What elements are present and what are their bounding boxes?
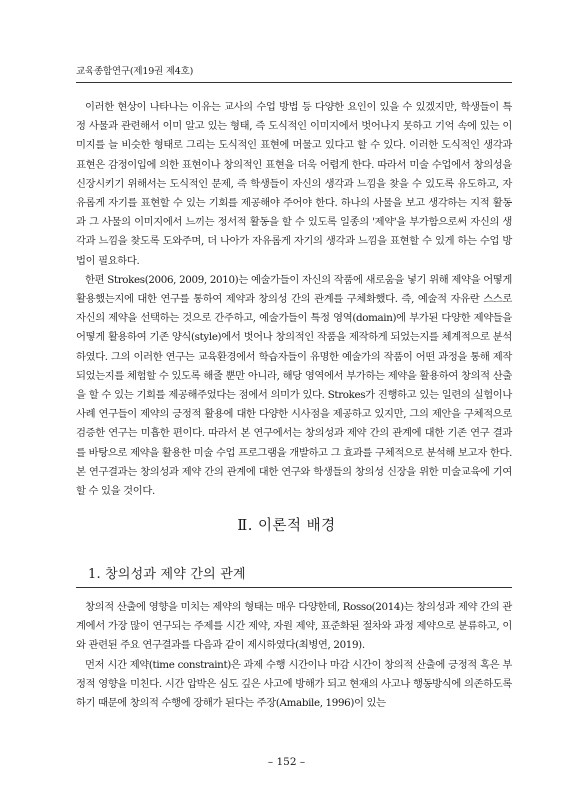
body-text-upper — [76, 98, 512, 501]
running-header: 교육종합연구(제19권 제4호) — [76, 66, 194, 77]
subsection-divider — [76, 587, 512, 588]
header-divider — [76, 82, 512, 83]
page-number: – 152 – — [267, 756, 306, 768]
body-text-lower — [76, 598, 512, 713]
subsection-heading: 1. 창의성과 제약 간의 관계 — [88, 567, 246, 582]
paragraph: 한편 Strokes(2006, 2009, 2010)는 예술가들이 자신의 작품에 새로움을 넣기 위해 제약을 어떻게 활용했는지에 대한 연구를 통하여 제약과 창의성 간의 관계를 구체화했다. 즉, 예술적 자유란 스스로 자신의 제약을 선택하는 것으로 간주하고, 예술가들이 특정 영역(domain)에 부가된 다양한 제약들을 어떻게 활용하여 기존 양식(style)에서 벗어나 창의적인 작품을 제작하게 되었는지를 체계적으로 분석하였다. 그의 이러한 연구는 교육환경에서 학습자들이 유명한 예술가의 작품이 어떤 과정을 통해 제작되었는지를 체험할 수 있도록 해줄 뿐만 아니라, 해당 영역에서 부가하는 제약을 활용하여 창의적 산출을 할 수 있는 기회를 제공해주었다는 점에서 의미가 있다. Strokes가 진행하고 있는 일련의 실험이나 사례 연구들이 제약의 긍정적 활용에 대한 다양한 시사점을 제공하고 있지만, 그의 제안을 구체적으로 검증한 연구는 미흡한 편이다. 따라서 본 연구에서는 창의성과 제약 간의 관계에 대한 기존 연구 결과를 바탕으로 제약을 활용한 미술 수업 프로그램을 개발하고 그 효과를 구체적으로 분석해 보고자 한다. 본 연구결과는 창의성과 제약 간의 관계에 대한 연구와 학생들의 창의성 신장을 위한 미술교육에 기여할 수 있을 것이다. — [76, 273, 512, 498]
paragraph: 이러한 현상이 나타나는 이유는 교사의 수업 방법 등 다양한 요인이 있을 수 있겠지만, 학생들이 특정 사물과 관련해서 이미 알고 있는 형태, 즉 도식적인 이미지에서 벗어나지 못하고 기억 속에 있는 이미지를 늘 비슷한 형태로 그리는 도식적인 표현에 머물고 있다고 할 수 있다. 이러한 도식적인 생각과 표현은 감정이입에 의한 표현이나 창의적인 표현을 더욱 어렵게 한다. 따라서 미술 수업에서 창의성을 신장시키기 위해서는 도식적인 문제, 즉 학생들이 자신의 생각과 느낌을 찾을 수 있도록 유도하고, 자유롭게 자기를 표현할 수 있는 기회를 제공해야 주어야 한다. 하나의 사물을 보고 생각하는 지적 활동과 그 사물의 이미지에서 느끼는 정서적 활동을 할 수 있도록 일종의 '제약'을 부가함으로써 자신의 생각과 느낌을 찾도록 도와주며, 더 나아가 자유롭게 자기의 생각과 느낌을 표현할 수 있게 하는 수업 방법이 필요하다. — [76, 101, 512, 267]
paragraph: 창의적 산출에 영향을 미치는 제약의 형태는 매우 다양한데, Rosso(2014)는 창의성과 제약 간의 관계에서 가장 많이 연구되는 주제를 시간 제약, 자원 제약, 표준화된 절차와 과정 제약으로 분류하고, 이와 관련된 주요 연구결과를 다음과 같이 제시하였다(최병연, 2019). — [76, 601, 512, 652]
paragraph: 먼저 시간 제약(time constraint)은 과제 수행 시간이나 마감 시간이 창의적 산출에 긍정적 혹은 부정적 영향을 미친다. 시간 압박은 심도 깊은 사고에 방해가 되고 현재의 사고나 행동방식에 의존하도록 하기 때문에 창의적 수행에 장해가 된다는 주장(Amabile, 1996)이 있는 — [76, 658, 512, 710]
section-heading: Ⅱ. 이론적 배경 — [237, 518, 336, 534]
